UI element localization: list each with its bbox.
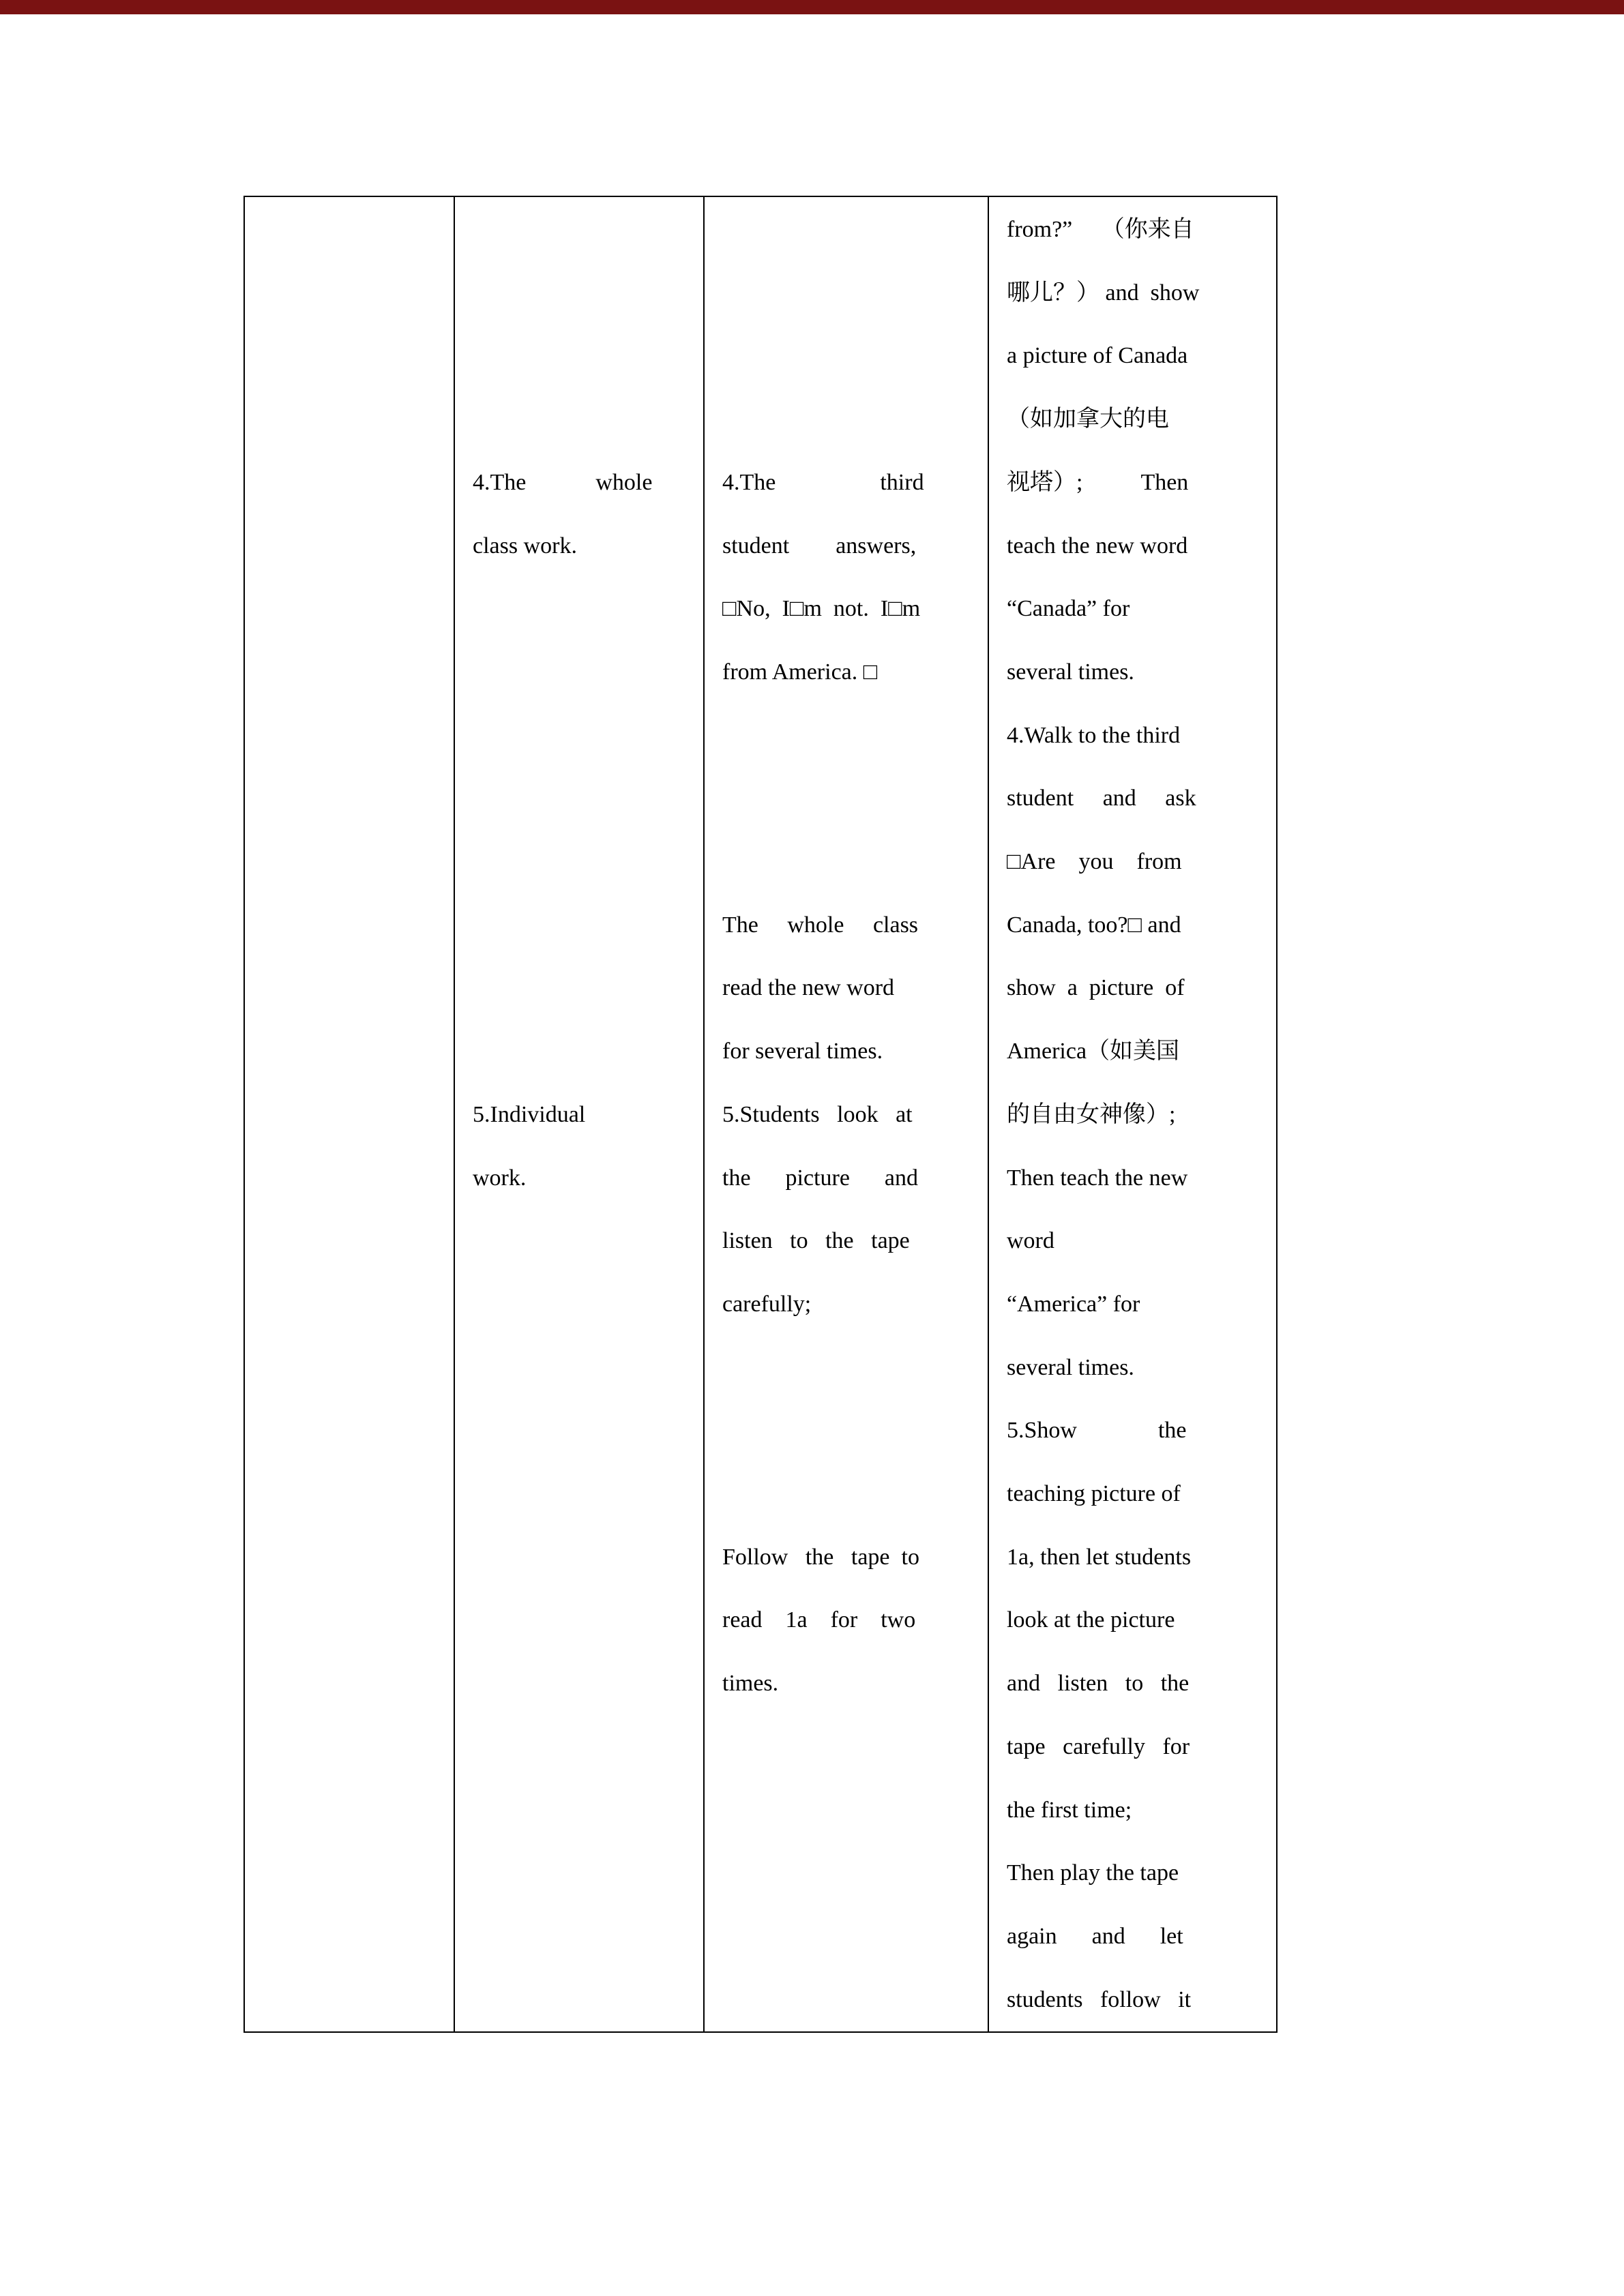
text-line: 4.The whole xyxy=(473,469,653,495)
text-line xyxy=(473,1399,688,1463)
text-line xyxy=(473,1905,688,1969)
text-line xyxy=(722,388,973,451)
text-line xyxy=(722,198,973,262)
text-line: 4.The third xyxy=(722,469,924,495)
text-line xyxy=(473,957,688,1020)
text-line xyxy=(263,451,439,515)
text-line: 5.Individual xyxy=(473,1101,586,1127)
text-line xyxy=(722,1716,973,1779)
text-line xyxy=(473,894,688,957)
text-line xyxy=(473,388,688,451)
text-line: several times. xyxy=(1007,659,1134,685)
text-line: 1a, then let students xyxy=(1007,1544,1192,1570)
text-line xyxy=(473,1842,688,1905)
text-line: “America” for xyxy=(1007,1291,1140,1317)
text-line: from America. □ xyxy=(722,659,878,685)
text-line xyxy=(722,704,973,768)
text-line xyxy=(263,1463,439,1526)
text-line: word xyxy=(1007,1228,1054,1254)
text-line: students follow it xyxy=(1007,1986,1192,2012)
text-line: 5.Students look at xyxy=(722,1101,913,1127)
table-cell-class-organization xyxy=(454,196,704,2032)
text-line: student and ask xyxy=(1007,786,1196,811)
text-line xyxy=(263,515,439,578)
text-line: Then teach the new xyxy=(1007,1165,1188,1191)
text-line: teaching picture of xyxy=(1007,1481,1181,1507)
text-line: 5.Show the xyxy=(1007,1418,1187,1444)
text-line: show a picture of xyxy=(1007,975,1185,1001)
text-line xyxy=(473,325,688,388)
text-line xyxy=(263,1273,439,1337)
text-line xyxy=(263,1905,439,1969)
text-line xyxy=(473,198,688,262)
text-line xyxy=(473,578,688,641)
text-line: from?” （你来自 xyxy=(1007,217,1194,242)
text-line xyxy=(263,1147,439,1210)
text-line xyxy=(473,767,688,831)
text-line: carefully; xyxy=(722,1291,812,1317)
text-line: 视塔）; Then xyxy=(1007,469,1189,495)
text-line xyxy=(722,325,973,388)
text-line xyxy=(722,1779,973,1843)
text-line xyxy=(263,1399,439,1463)
text-line xyxy=(263,1716,439,1779)
text-line xyxy=(722,262,973,325)
text-line xyxy=(263,1526,439,1590)
text-line xyxy=(263,1210,439,1273)
text-line xyxy=(263,262,439,325)
text-line: read 1a for two xyxy=(722,1607,916,1633)
text-line: the first time; xyxy=(1007,1797,1132,1823)
top-red-bar xyxy=(0,0,1624,14)
text-line xyxy=(263,704,439,768)
text-line xyxy=(473,262,688,325)
text-line xyxy=(263,767,439,831)
text-line: tape carefully for xyxy=(1007,1733,1190,1759)
text-line xyxy=(263,1842,439,1905)
text-line: listen to the tape xyxy=(722,1228,910,1254)
text-line xyxy=(263,578,439,641)
text-line: （如加拿大的电 xyxy=(1007,406,1169,432)
text-line xyxy=(473,1652,688,1716)
text-line xyxy=(263,388,439,451)
text-line xyxy=(473,1020,688,1084)
text-line: class work. xyxy=(473,533,577,558)
text-line xyxy=(263,1652,439,1716)
text-line: Canada, too?□ and xyxy=(1007,912,1181,938)
text-line xyxy=(473,1969,688,2032)
text-line: 哪儿？） and show xyxy=(1007,280,1200,305)
text-line: again and let xyxy=(1007,1923,1183,1949)
text-line: 的自由女神像）; xyxy=(1007,1101,1176,1127)
text-line xyxy=(263,325,439,388)
text-line: □No, I□m not. I□m xyxy=(722,596,921,622)
table-cell-teacher-activity xyxy=(988,196,1277,2032)
text-line: and listen to the xyxy=(1007,1671,1190,1697)
text-line xyxy=(263,1969,439,2032)
text-line xyxy=(473,641,688,704)
text-line xyxy=(263,1779,439,1843)
text-line: The whole class xyxy=(722,912,919,938)
text-line xyxy=(263,198,439,262)
text-line xyxy=(263,1020,439,1084)
text-line: the picture and xyxy=(722,1165,919,1191)
text-line: times. xyxy=(722,1671,779,1697)
text-line xyxy=(263,957,439,1020)
text-line: □Are you from xyxy=(1007,849,1182,875)
text-line xyxy=(473,1273,688,1337)
text-line xyxy=(722,1463,973,1526)
text-line xyxy=(263,1084,439,1147)
text-line xyxy=(722,767,973,831)
text-line xyxy=(473,1589,688,1652)
text-line: look at the picture xyxy=(1007,1607,1175,1633)
text-line: “Canada” for xyxy=(1007,596,1130,622)
text-line xyxy=(263,1337,439,1400)
text-line: read the new word xyxy=(722,975,895,1001)
text-line xyxy=(722,1905,973,1969)
text-line: teach the new word xyxy=(1007,533,1188,558)
text-line: America（如美国 xyxy=(1007,1039,1180,1064)
text-line xyxy=(263,1589,439,1652)
lesson-plan-table xyxy=(243,196,1278,2033)
text-line: Follow the tape to xyxy=(722,1544,919,1570)
text-line: for several times. xyxy=(722,1039,883,1064)
text-line: work. xyxy=(473,1165,527,1191)
text-line xyxy=(473,1210,688,1273)
text-line xyxy=(263,894,439,957)
text-line xyxy=(473,1779,688,1843)
text-line xyxy=(473,831,688,894)
text-line xyxy=(473,704,688,768)
text-line xyxy=(473,1337,688,1400)
text-line xyxy=(722,831,973,894)
text-line xyxy=(722,1337,973,1400)
table-cell-empty xyxy=(244,196,454,2032)
text-line: student answers, xyxy=(722,533,917,558)
text-line xyxy=(263,831,439,894)
text-line xyxy=(722,1969,973,2032)
text-line xyxy=(473,1463,688,1526)
table-cell-student-activity xyxy=(704,196,988,2032)
text-line xyxy=(263,641,439,704)
text-line xyxy=(473,1526,688,1590)
text-line: Then play the tape xyxy=(1007,1860,1179,1886)
text-line: 4.Walk to the third xyxy=(1007,722,1181,748)
text-line: a picture of Canada xyxy=(1007,343,1188,369)
table-row xyxy=(244,196,1277,2032)
text-line xyxy=(722,1842,973,1905)
text-line xyxy=(473,1716,688,1779)
text-line xyxy=(722,1399,973,1463)
text-line: several times. xyxy=(1007,1354,1134,1380)
